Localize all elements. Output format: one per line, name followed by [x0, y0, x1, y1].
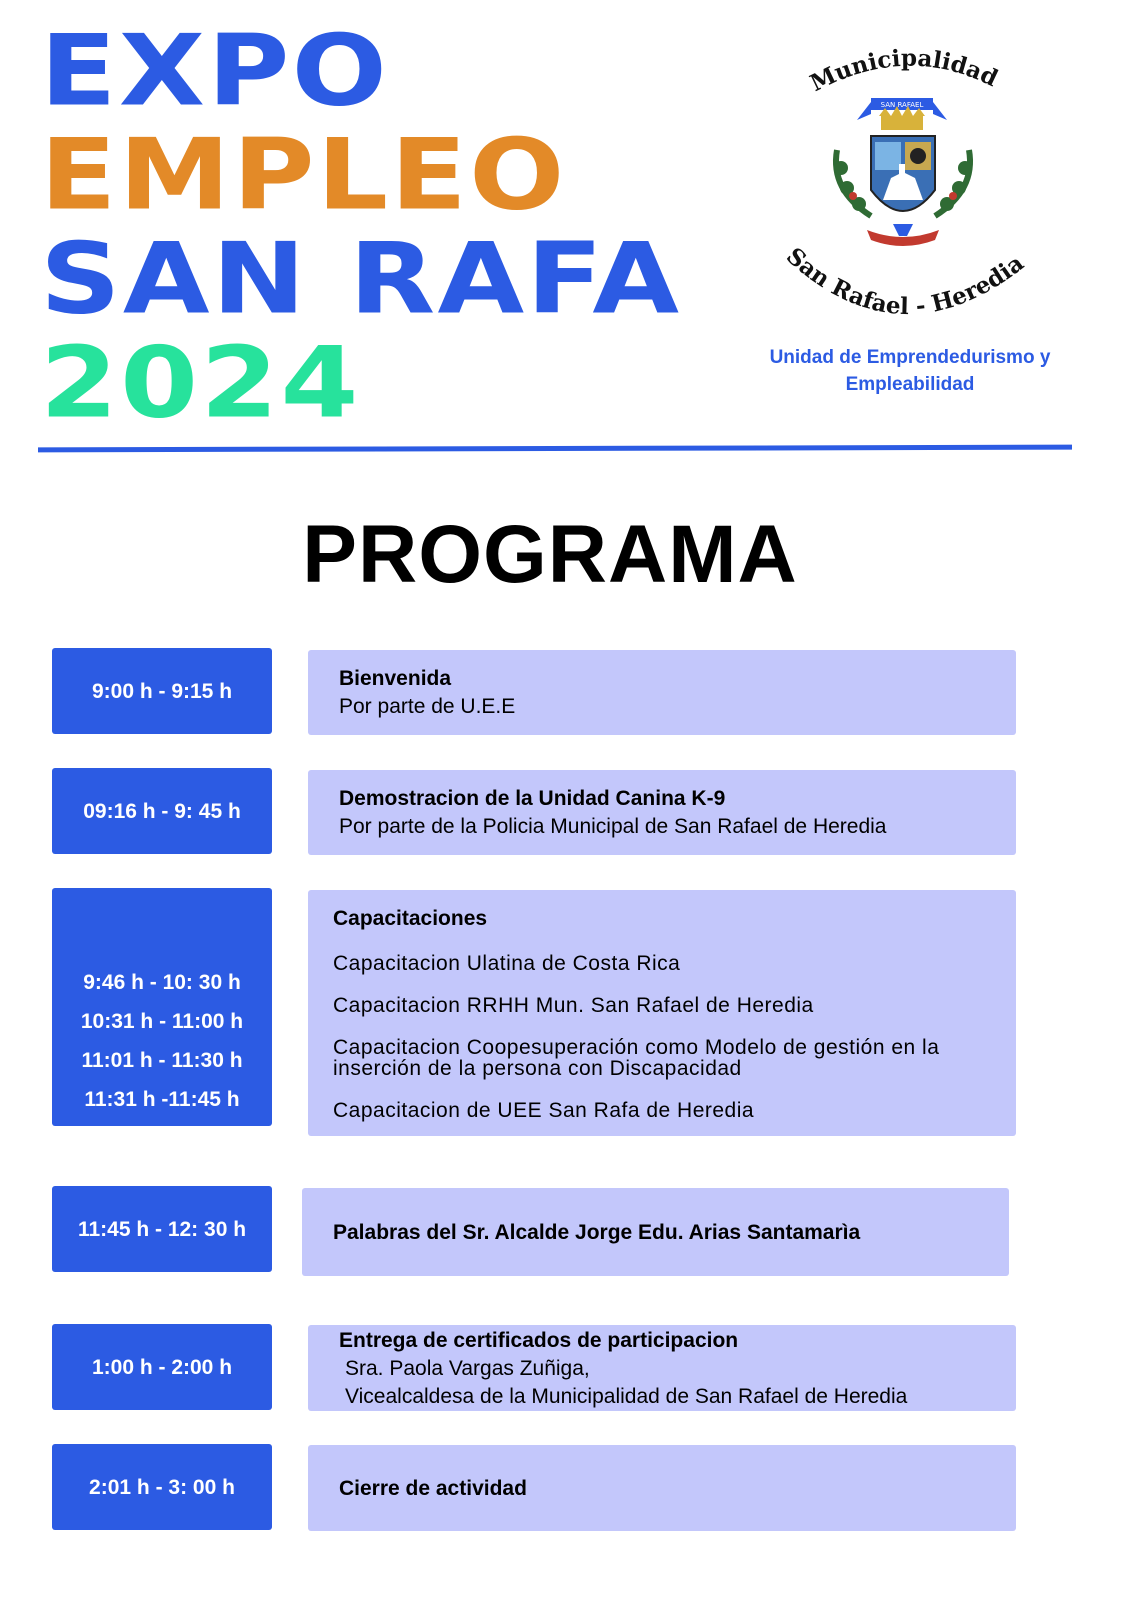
time-range: 11:01 h - 11:30 h	[81, 1049, 243, 1072]
time-slot-welcome	[52, 648, 272, 734]
event-detail: Sra. Paola Vargas Zuñiga,	[345, 1356, 590, 1380]
training-item: Capacitacion RRHH Mun. San Rafael de Heredia	[333, 994, 814, 1017]
event-title: Cierre de actividad	[339, 1476, 527, 1500]
event-trainings	[308, 890, 1016, 1136]
time-range: 2:01 h - 3: 00 h	[89, 1475, 235, 1499]
time-range: 09:16 h - 9: 45 h	[83, 799, 241, 823]
time-slot-closing	[52, 1444, 272, 1530]
title-year: 2024	[40, 325, 361, 440]
event-title: Bienvenida	[339, 667, 452, 690]
event-closing	[308, 1445, 1016, 1531]
title-expo: EXPO	[40, 13, 390, 128]
time-range: 11:45 h - 12: 30 h	[77, 1217, 247, 1241]
time-range: 1:00 h - 2:00 h	[91, 1355, 233, 1379]
event-title: Demostracion de la Unidad Canina K-9	[339, 787, 726, 810]
seal-arc-top: Municipalidad	[805, 44, 1003, 98]
event-certificates	[308, 1325, 1016, 1411]
time-slot-k9-demo	[52, 768, 272, 854]
event-detail: Por parte de U.E.E	[339, 695, 516, 718]
unit-caption-line2: Empleabilidad	[845, 374, 975, 395]
program-heading: PROGRAMA	[302, 509, 798, 600]
time-range: 9:00 h - 9:15 h	[91, 679, 233, 703]
time-range: 9:46 h - 10: 30 h	[83, 971, 241, 994]
training-item: Capacitacion de UEE San Rafa de Heredia	[333, 1099, 755, 1122]
event-k9-demo	[308, 770, 1016, 855]
seal-arc-bottom: San Rafael - Heredia	[781, 242, 1029, 321]
training-item: Capacitacion Ulatina de Costa Rica	[333, 952, 681, 975]
time-range: 11:31 h -11:45 h	[84, 1088, 240, 1111]
training-item: Capacitacion Coopesuperación como Modelo de gestión en la inserción de la persona con Discapacidad	[333, 1036, 940, 1080]
time-slot-certificates	[52, 1324, 272, 1410]
unit-caption	[740, 344, 1080, 398]
unit-caption-line1: Unidad de Emprendedurismo y	[769, 347, 1051, 368]
event-mayor-speech	[302, 1188, 1009, 1276]
municipality-seal	[775, 40, 1055, 340]
header-divider	[38, 445, 1072, 453]
event-title: Palabras del Sr. Alcalde Jorge Edu. Arias Santamarìa	[333, 1220, 861, 1244]
title-empleo: EMPLEO	[40, 117, 567, 232]
event-detail: Vicealcaldesa de la Municipalidad de San Rafael de Heredia	[345, 1384, 908, 1408]
time-slot-mayor-speech	[52, 1186, 272, 1272]
title-san-rafa: SAN RAFA	[40, 221, 682, 336]
svg-text:SAN RAFAEL: SAN RAFAEL	[880, 101, 924, 109]
event-title: Entrega de certificados de participacion	[339, 1328, 739, 1352]
time-range: 10:31 h - 11:00 h	[80, 1010, 244, 1033]
time-slot-trainings	[52, 888, 272, 1126]
event-detail: Por parte de la Policia Municipal de San Rafael de Heredia	[339, 815, 887, 838]
event-title: Capacitaciones	[333, 907, 488, 930]
event-welcome	[308, 650, 1016, 735]
